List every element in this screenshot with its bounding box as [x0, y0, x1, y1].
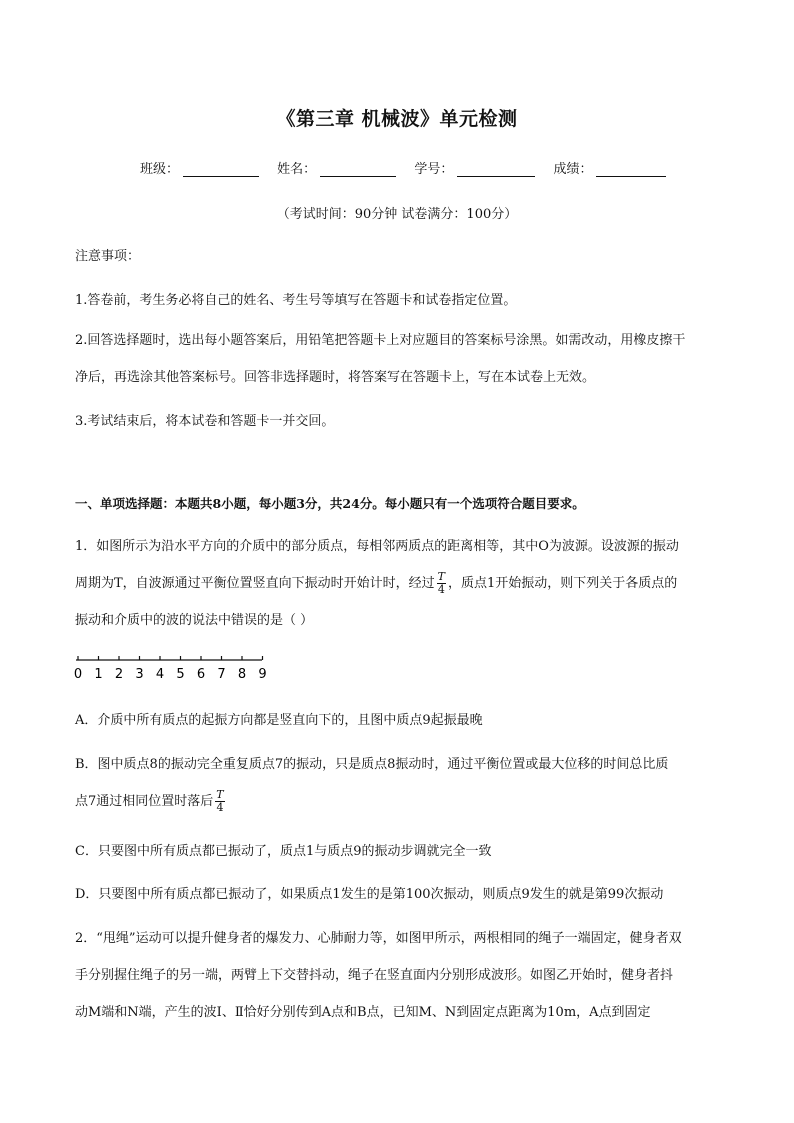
scale-label: 1: [94, 667, 103, 682]
q1-option-a: A．介质中所有质点的起振方向都是竖直向下的，且图中质点9起振最晚: [75, 713, 483, 728]
score-field: [553, 158, 666, 177]
particle-scale-svg: [74, 652, 274, 688]
q2-line2: 手分别握住绳子的另一端，两臂上下交替抖动，绳子在竖直面内分别形成波形。如图乙开始时，健身者抖: [75, 968, 674, 983]
score-blank[interactable]: [596, 162, 666, 177]
class-blank[interactable]: [183, 162, 259, 177]
notice-item-1: 1.答卷前，考生务必将自己的姓名、考生号等填写在答题卡和试卷指定位置。: [75, 293, 517, 308]
q1-frac-den: 4: [437, 583, 445, 596]
q1-option-c: C．只要图中所有质点都已振动了，质点1与质点9的振动步调就完全一致: [75, 844, 492, 859]
question-1-stem: [75, 528, 725, 639]
section-heading: 一、单项选择题：本题共8小题，每小题3分，共24分。每小题只有一个选项符合题目要求。: [75, 496, 585, 511]
class-label: 班级：: [140, 162, 180, 177]
q1-line3: 振动和介质中的波的说法中错误的是（ ）: [75, 613, 314, 628]
name-blank[interactable]: [320, 162, 396, 177]
notice-item-3: 3.考试结束后，将本试卷和答题卡一并交回。: [75, 414, 335, 429]
q1-option-b-frac-den: 4: [216, 801, 224, 814]
scale-label: 5: [176, 667, 185, 682]
notice-item-2-line2: 净后，再选涂其他答案标号。回答非选择题时，将答案写在答题卡上，写在本试卷上无效。: [75, 370, 596, 385]
scale-label: 9: [258, 667, 267, 682]
scale-label: 7: [217, 667, 226, 682]
scale-label: 8: [237, 667, 247, 682]
q1-line2a: 周期为T，自波源通过平衡位置竖直向下振动时开始计时，经过: [75, 576, 435, 591]
q1-fraction: [437, 571, 446, 596]
student-info-row: [140, 158, 680, 177]
q2-line1: 2．“甩绳”运动可以提升健身者的爆发力、心肺耐力等，如图甲所示，两根相同的绳子一端固定，健身者双: [75, 931, 682, 946]
id-blank[interactable]: [457, 162, 535, 177]
q2-line3: 动M端和N端，产生的波Ⅰ、Ⅱ恰好分别传到A点和B点，已知M、N到固定点距离为10m，A点到固定: [75, 1005, 651, 1020]
scale-label: 0: [74, 667, 83, 682]
id-field: [414, 158, 535, 177]
name-label: 姓名：: [277, 162, 317, 177]
q1-option-b-line2-text: 点7通过相同位置时落后: [75, 794, 214, 809]
id-label: 学号：: [414, 162, 454, 177]
q1-frac-num: T: [437, 570, 446, 583]
q1-option-d: D．只要图中所有质点都已振动了，如果质点1发生的是第100次振动，则质点9发生的就是第99次振动: [75, 887, 664, 902]
question-2-stem: [75, 920, 725, 1031]
class-field: [140, 158, 259, 177]
scale-label: 4: [155, 667, 165, 682]
q1-option-b: [75, 746, 725, 820]
q1-line2b: ，质点1开始振动，则下列关于各质点的: [448, 576, 678, 591]
scale-label: 6: [196, 667, 206, 682]
name-field: [277, 158, 396, 177]
scale-label: 3: [135, 667, 144, 682]
q1-option-b-frac-num: T: [216, 788, 224, 801]
q1-option-b-fraction: [215, 789, 224, 814]
page-title: 《第三章 机械波》单元检测: [276, 108, 518, 130]
q1-option-b-line2: [75, 783, 725, 820]
exam-time: （考试时间：90分钟 试卷满分：100分）: [276, 207, 518, 222]
q1-option-b-line1: B．图中质点8的振动完全重复质点7的振动，只是质点8振动时，通过平衡位置或最大位移的时间总比质: [75, 757, 669, 772]
notice-item-2: [75, 322, 725, 396]
q1-line1: 1．如图所示为沿水平方向的介质中的部分质点，每相邻两质点的距离相等，其中O为波源。设波源的振动: [75, 539, 679, 554]
particle-scale-figure: [74, 652, 274, 692]
scale-label: 2: [114, 667, 124, 682]
notice-item-2-line1: 2.回答选择题时，选出每小题答案后，用铅笔把答题卡上对应题目的答案标号涂黑。如需改动，用橡皮擦干: [75, 333, 686, 348]
score-label: 成绩：: [553, 162, 593, 177]
q1-line2: [75, 565, 725, 602]
notice-heading: 注意事项：: [75, 249, 141, 264]
